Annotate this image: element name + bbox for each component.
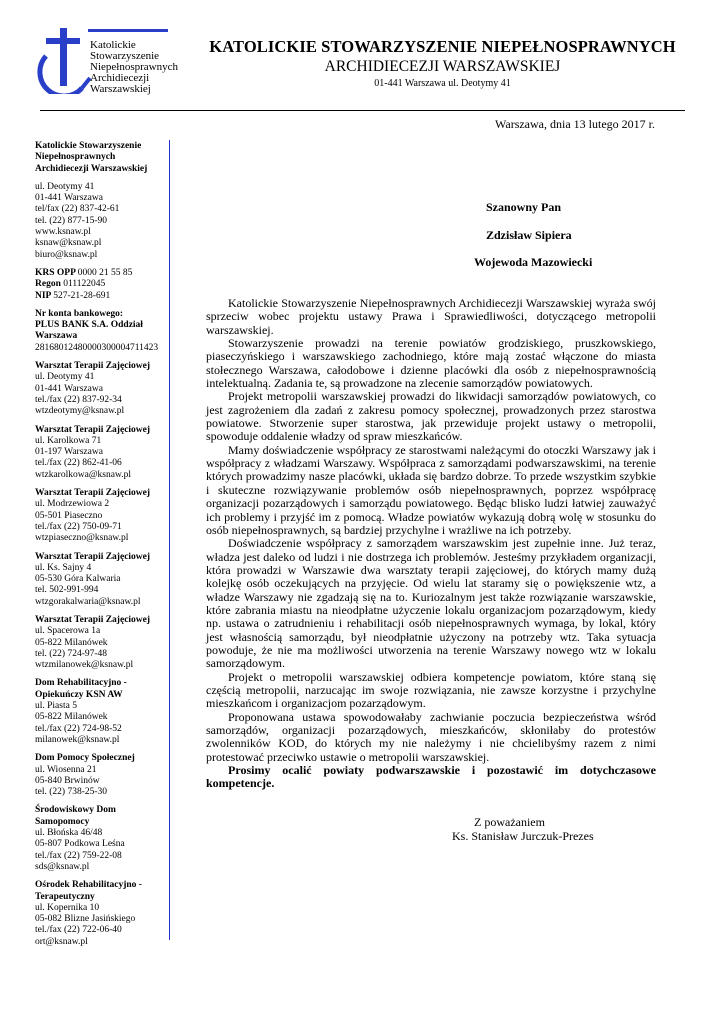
addressee-title: Wojewoda Mazowiecki [474, 255, 593, 269]
sidebar-block [35, 678, 175, 746]
sidebar-line: tel./fax (22) 862-41-06 [35, 458, 122, 469]
letter-body [206, 297, 656, 791]
body-paragraph: Mamy doświadczenie współpracy ze starostwami należącymi do otoczki Warszawy jak i współpracy z władzami Warszawy. Współpraca z samorządami podwarszawskimi, na terenie których prowadzimy nasze placówki, układa się bardzo dobrze. To przede wszystkim szybkie i skuteczne rozwiązywanie problemów osób niepełnosprawnych, poprzez współpracę organizacji pozarządowych i samorządu powiatowego. Będąc blisko ludzi łatwiej zauważyć ich problemy i przyjść im z pomocą. Władze powiatów wykazują dobrą wolę w stosunku do osób niepełnosprawnych, są bardziej przychylne i wrażliwe na ich potrzeby. [206, 442, 656, 537]
sidebar-line: 05-807 Podkowa Leśna [35, 839, 125, 850]
registry-label: NIP [35, 290, 54, 301]
sidebar-line: ul. Spacerowa 1a [35, 626, 101, 637]
sidebar-line: wtzpiaseczno@ksnaw.pl [35, 533, 129, 544]
sidebar-line: milanowek@ksnaw.pl [35, 734, 120, 745]
body-paragraph: Projekt o metropolii warszawskiej odbiera kompetencje powiatom, które staną się częścią metropolii, narzucając im swoje rozwiązania, nie zawsze korzystne i przychylne mieszkańcom i organizacjom pozarządowym. [206, 669, 656, 711]
sidebar-line: wtzmilanowek@ksnaw.pl [35, 660, 134, 671]
sidebar-heading: Katolickie Stowarzyszenie [35, 141, 142, 151]
sidebar-heading: Opiekuńczy KSN AW [35, 689, 123, 700]
sidebar-line: tel./fax (22) 750-09-71 [35, 521, 122, 532]
sidebar-heading: Niepełnosprawnych [35, 152, 116, 163]
sidebar-block [35, 488, 175, 544]
sidebar-line: tel. (22) 877-15-90 [35, 215, 108, 226]
logo-line: Katolickie [90, 39, 136, 51]
sidebar-block [35, 141, 175, 175]
registry-label: KRS OPP [35, 267, 78, 278]
addressee-salutation: Szanowny Pan [486, 200, 562, 214]
sidebar-line: tel./fax (22) 724-98-52 [35, 723, 122, 734]
body-paragraph: Projekt metropolii warszawskiej prowadzi do likwidacji samorządów powiatowych, co jest zagrożeniem dla zadań z zakresu pomocy społecznej, prowadzonych przez starostwa powiatowe. Stworzenie super starostwa, jak przewiduje projekt ustawy o metropolii, spowoduje oddalenie władzy od spraw mieszkańców. [206, 389, 656, 444]
sidebar-line: 05-822 Milanówek [35, 712, 108, 723]
sidebar-line: wtzgorakalwaria@ksnaw.pl [35, 596, 141, 607]
registry-value: 0000 21 55 85 [77, 267, 133, 278]
sidebar-line: tel./fax (22) 759-22-08 [35, 850, 122, 861]
sidebar-line: ul. Modrzewiowa 2 [35, 499, 110, 510]
letterhead-title [190, 37, 695, 89]
sidebar-line: 05-840 Brwinów [35, 775, 100, 786]
logo-line: Warszawskiej [90, 83, 151, 95]
sidebar-line: biuro@ksnaw.pl [35, 249, 98, 260]
sidebar-line: tel./fax (22) 837-92-34 [35, 394, 122, 405]
sidebar-heading: Warszawa [35, 331, 78, 342]
registry-value: 527-21-28-691 [53, 290, 111, 301]
sidebar-heading: Samopomocy [35, 816, 90, 827]
sidebar-heading: Ośrodek Rehabilitacyjno - [35, 880, 142, 891]
sidebar-heading: Nr konta bankowego: [35, 308, 123, 319]
sidebar-heading: PLUS BANK S.A. Oddział [35, 320, 143, 331]
logo-line: Niepełnosprawnych [90, 61, 178, 73]
sidebar-heading: Warsztat Terapii Zajęciowej [35, 551, 151, 562]
registry-value: 011122045 [63, 279, 106, 290]
sidebar-heading: Terapeutyczny [35, 891, 95, 902]
sidebar-line: tel./fax (22) 722-06-40 [35, 925, 122, 936]
registry-label: Regon [35, 279, 64, 290]
header-divider [40, 110, 685, 111]
sidebar-line: 01-197 Warszawa [35, 447, 103, 458]
body-paragraph: Doświadczenie współpracy z samorządem warszawskim jest zupełnie inne. Już teraz, władza jest daleko od ludzi i nie dostrzega ich problemów. Jesteśmy przykładem organizacji, która prowadzi w Warszawie dwa warsztaty terapii zajęciowej, do których mamy dużą kolejkę osób oczekujących na przyjęcie. Od wielu lat staramy się o powiększenie wtz, a władze Warszawy nie zgadzają się na to. Kuriozalnym jest także rozwiązanie warszawskie, które zabrania miastu na nieodpłatne użyczenie lokalu organizacjom pozarządowym, kiedy np. ustawa o zatrudnieniu i rehabilitacji osób niepełnosprawnych wymaga, by lokal, który jest własnością samorządu, był nieodpłatnie użyczony na potrzeby wtz. Taka sytuacja powoduje, że nie ma możliwości utworzenia na terenie Warszawy nowego wtz w lokalu samorządowym. [206, 536, 656, 671]
registry-row [35, 279, 175, 290]
sidebar-line: ul. Błońska 46/48 [35, 828, 103, 839]
sidebar-line: ort@ksnaw.pl [35, 936, 88, 947]
sidebar-line: ul. Karolkowa 71 [35, 435, 102, 446]
sidebar-line: wtzkarolkowa@ksnaw.pl [35, 469, 131, 480]
sidebar-block [35, 805, 175, 873]
signature-name: Ks. Stanisław Jurczuk-Prezes [452, 829, 594, 843]
logo-text [90, 40, 178, 95]
body-paragraph: Proponowana ustawa spowodowałaby zachwianie poczucia bezpieczeństwa wśród samorządów, organizacji pozarządowych, mieszkańców, skłoniłaby do protestów zwolenników KOD, do których my nie należymy i nie chcielibyśmy razem z nimi protestować przeciwko ustawie o metropolii warszawskiej. [206, 709, 656, 764]
sidebar-heading: Archidiecezji Warszawskiej [35, 163, 148, 174]
sidebar-heading: Warsztat Terapii Zajęciowej [35, 614, 151, 625]
sidebar-line: tel. (22) 738-25-30 [35, 787, 108, 798]
sidebar-heading: Dom Rehabilitacyjno - [35, 678, 127, 689]
addressee-name: Zdzisław Sipiera [486, 227, 572, 242]
sidebar-line: 05-822 Milanówek [35, 637, 108, 648]
sidebar-line: 01-441 Warszawa [35, 383, 103, 394]
sidebar-line: www.ksnaw.pl [35, 227, 91, 238]
addressee [470, 200, 592, 283]
body-paragraph: Stowarzyszenie prowadzi na terenie powiatów grodziskiego, pruszkowskiego, piaseczyńskiego i warszawskiego zachodniego, które mają zostać włączone do miasta stołecznego Warszawa, całodobowe i dzienne placówki dla osób z niepełnosprawnością intelektualną. Zadania te, są prowadzone na zlecenie samorządów powiatowych. [206, 336, 656, 391]
sidebar-line: ul. Kopernika 10 [35, 902, 100, 913]
signature-block [452, 815, 594, 843]
sidebar-line: wtzdeotymy@ksnaw.pl [35, 406, 125, 417]
sidebar-heading: Środowiskowy Dom [35, 805, 116, 816]
sidebar-line: tel. (22) 724-97-48 [35, 648, 108, 659]
logo-line: Stowarzyszenie [90, 50, 160, 62]
sidebar-divider [169, 140, 170, 940]
sidebar-block [35, 552, 175, 608]
sidebar-line: ul. Deotymy 41 [35, 372, 95, 383]
sidebar-line: 01-441 Warszawa [35, 193, 103, 204]
sidebar-block [35, 268, 175, 302]
registry-row [35, 291, 175, 302]
sidebar-contact-info [35, 141, 175, 955]
sidebar-line: tel. 502-991-994 [35, 585, 99, 596]
sidebar-line: ul. Ks. Sajny 4 [35, 562, 92, 573]
sidebar-block [35, 361, 175, 417]
sidebar-heading: Warsztat Terapii Zajęciowej [35, 488, 151, 499]
sidebar-line: ksnaw@ksnaw.pl [35, 238, 102, 249]
sidebar-block [35, 615, 175, 671]
sidebar-line: ul. Piasta 5 [35, 701, 77, 712]
sidebar-line: tel/fax (22) 837-42-61 [35, 204, 120, 215]
sidebar-line: 05-082 Blizne Jasińskiego [35, 914, 136, 925]
letterhead-address: 01-441 Warszawa ul. Deotymy 41 [374, 78, 511, 89]
sidebar-line: sds@ksnaw.pl [35, 861, 90, 872]
sidebar-block [35, 425, 175, 481]
sidebar-heading: Warsztat Terapii Zajęciowej [35, 424, 151, 435]
signature-closing: Z poważaniem [474, 815, 545, 829]
letterhead-title-line1: KATOLICKIE STOWARZYSZENIE NIEPEŁNOSPRAWNYCH [209, 37, 676, 56]
sidebar-block [35, 309, 175, 354]
letterhead-title-line2: ARCHIDIECEZJI WARSZAWSKIEJ [324, 58, 561, 75]
sidebar-heading: Dom Pomocy Społecznej [35, 753, 135, 764]
closing-request: Prosimy ocalić powiaty podwarszawskie i pozostawić im dotychczasowe kompetencje. [206, 763, 656, 791]
registry-row [35, 268, 175, 279]
sidebar-heading: Warsztat Terapii Zajęciowej [35, 361, 151, 372]
sidebar-line: 28168012480000300004711423 [35, 342, 159, 353]
sidebar-line: 05-530 Góra Kalwaria [35, 574, 121, 585]
sidebar-line: ul. Wiosenna 21 [35, 764, 97, 775]
body-paragraph: Katolickie Stowarzyszenie Niepełnosprawnych Archidiecezji Warszawskiej wyraża swój sprzeciw wobec projektu ustawy Prawa i Sprawiedliwości, dotyczącego metropolii warszawskiej. [206, 296, 656, 337]
sidebar-block [35, 182, 175, 261]
logo-line: Archidiecezji [90, 72, 150, 84]
sidebar-line: ul. Deotymy 41 [35, 181, 95, 192]
sidebar-block [35, 753, 175, 798]
sidebar-line: 05-501 Piaseczno [35, 510, 103, 521]
sidebar-block [35, 880, 175, 948]
place-and-date: Warszawa, dnia 13 lutego 2017 r. [495, 117, 655, 131]
